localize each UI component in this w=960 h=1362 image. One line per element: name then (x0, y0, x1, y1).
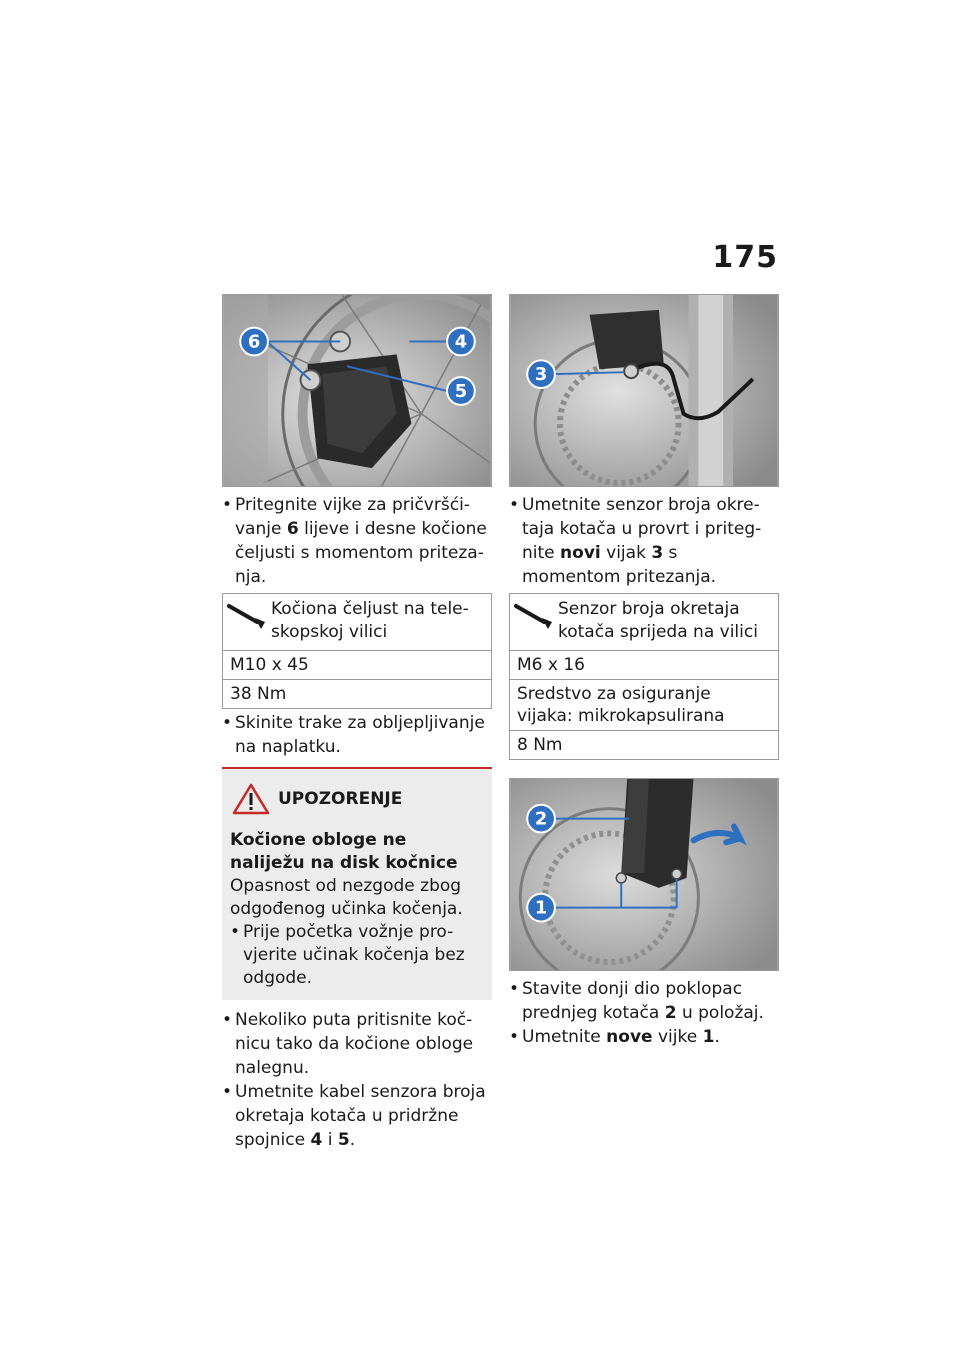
step-press-brake: • Nekoliko puta pritisnite koč-nicu tako da kočione obloge nalegnu. (222, 1010, 474, 1078)
label-4: 4 (454, 331, 468, 353)
torque-row: M10 x 45 (223, 651, 491, 680)
torque-spec-caliper (222, 593, 492, 709)
torque-wrench-icon (514, 602, 554, 630)
step-insert-sensor: • Umetnite senzor broja okre-taja kotača u provrt i priteg-nite novi vijak 3 s momentom pritezanja. (509, 495, 762, 587)
label-5: 5 (454, 380, 468, 402)
warning-item: • Prije početka vožnje pro-vjerite učinak kočenja bez odgode. (230, 922, 465, 988)
page-number: 175 (712, 240, 778, 275)
sensor-photo (509, 294, 779, 487)
warning-title: UPOZORENJE (278, 788, 403, 809)
label-3: 3 (534, 364, 548, 386)
warning-text: Opasnost od nezgode zbog odgođenog učinka kočenja. (230, 876, 463, 919)
torque-title: Kočiona čeljust na tele-skopskoj vilici (271, 599, 469, 642)
torque-row: 38 Nm (230, 684, 287, 704)
label-1: 1 (534, 897, 548, 919)
warning-subtitle: Kočione obloge ne naliježu na disk kočnice (230, 830, 458, 873)
torque-row: Sredstvo za osiguranje vijaka: mikrokapsulirana (510, 680, 778, 731)
label-6: 6 (247, 331, 261, 353)
right-column (509, 294, 779, 1049)
torque-row: M6 x 16 (510, 651, 778, 680)
warning-icon (232, 783, 270, 815)
step-place-cover: • Stavite donji dio poklopac prednjeg kotača 2 u položaj. (509, 979, 764, 1023)
torque-spec-sensor (509, 593, 779, 760)
step-remove-tapes: • Skinite trake za obljepljivanje na naplatku. (222, 713, 485, 757)
torque-row: 8 Nm (517, 735, 563, 755)
label-2: 2 (534, 808, 548, 830)
step-tighten-caliper-bolts: • Pritegnite vijke za pričvršći-vanje 6 lijeve i desne kočione čeljusti s momentom priteza-nja. (222, 495, 487, 587)
step-insert-cable: • Umetnite kabel senzora broja okretaja kotača u pridržne spojnice 4 i 5. (222, 1082, 486, 1150)
torque-wrench-icon (227, 602, 267, 630)
brake-caliper-photo (222, 294, 492, 487)
warning-box (222, 767, 492, 1000)
cover-photo (509, 778, 779, 971)
step-insert-new-bolts: • Umetnite nove vijke 1. (509, 1027, 720, 1047)
left-column (222, 294, 492, 1152)
torque-title: Senzor broja okretaja kotača sprijeda na vilici (558, 599, 758, 642)
